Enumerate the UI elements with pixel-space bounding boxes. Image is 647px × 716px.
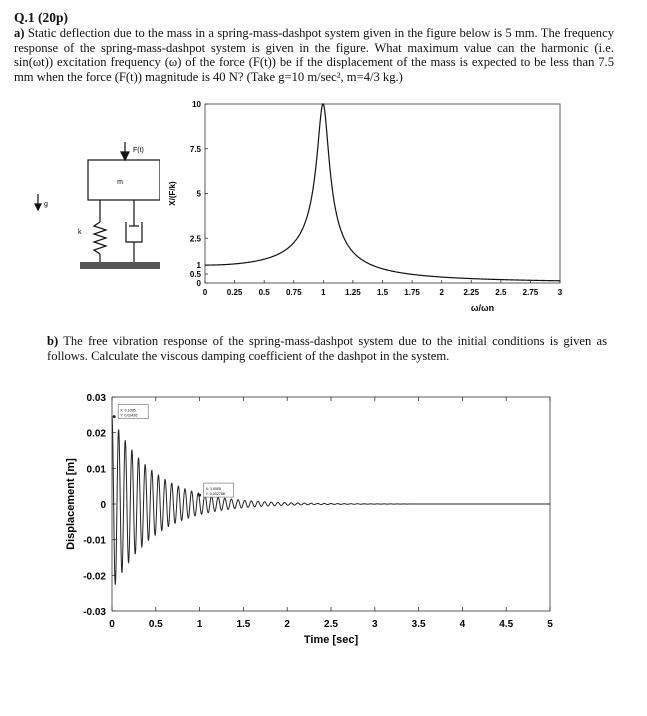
- chart2-xtick-label: 1.5: [236, 619, 251, 630]
- datatip-label: X: 1.0005: [205, 487, 221, 492]
- chart1-xlabel: ω/ωn: [470, 303, 495, 313]
- chart1-frame: [205, 104, 560, 283]
- gravity-label: g: [44, 201, 48, 208]
- chart1-ytick-label: 7.5: [189, 144, 201, 154]
- chart2-xtick-label: 2: [284, 619, 290, 630]
- chart1-ytick-label: 1: [196, 261, 201, 271]
- chart2-ytick-label: 0.02: [86, 428, 106, 440]
- chart1-xtick-label: 0.25: [226, 288, 243, 297]
- free-vibration-curve: [112, 417, 550, 585]
- chart2-xtick-label: 0.5: [148, 619, 163, 630]
- chart1-ytick-label: 2.5: [189, 234, 201, 244]
- chart2-ytick-label: -0.01: [83, 535, 106, 547]
- chart1-ytick-label: 5: [196, 189, 201, 199]
- datatip-label: Y: 0.02426: [120, 413, 138, 418]
- chart2-ylabel: Displacement [m]: [65, 458, 77, 550]
- chart1-xtick-label: 0: [202, 288, 208, 297]
- part-a-body: Static deflection due to the mass in a spring-mass-dashpot system given in the figure below is 5 mm. The frequency response of the spring-mass-dashpot system is given in the figure. What maximum value can the harmonic (i.e. sin(ωt)) excitation frequency (ω) of the force (F(t)) be if the displacement of the mass is expected to be less than 7.5 mm when the force (F(t)) magnitude is 40 N? (Take g=10 m/sec², m=4/3 kg.): [14, 26, 614, 84]
- chart2-ytick-label: 0.03: [86, 393, 106, 404]
- chart1-xtick-label: 1.5: [376, 288, 389, 297]
- chart1-xtick-label: 1.75: [404, 288, 420, 297]
- spring-icon: [94, 222, 106, 254]
- force-arrow-icon: [121, 152, 129, 160]
- chart2-ytick-label: -0.03: [83, 607, 106, 618]
- datatip-label: X: 0.1005: [120, 408, 136, 413]
- spring-label: k: [78, 229, 82, 236]
- frequency-response-curve: [205, 104, 560, 281]
- chart2-xtick-label: 2.5: [324, 619, 338, 630]
- part-b-text: [47, 334, 607, 363]
- datatip-marker: [113, 415, 116, 418]
- chart2-xtick-label: 4.5: [499, 619, 514, 630]
- chart1-xtick-label: 3: [557, 288, 563, 297]
- chart1-xtick-label: 0.5: [258, 288, 270, 297]
- part-b-label: b): [47, 334, 59, 348]
- chart1-ylabel: X/(F/k): [168, 181, 177, 206]
- chart2-ytick-label: 0.01: [86, 464, 106, 476]
- chart1-xtick-label: 0.75: [285, 288, 302, 297]
- chart2-xtick-label: 0: [109, 619, 115, 630]
- chart1-xtick-label: 2.5: [495, 288, 507, 297]
- chart1-xtick-label: 2.75: [522, 288, 539, 297]
- chart1-xtick-label: 2: [439, 288, 444, 297]
- free-vibration-chart: [60, 385, 640, 655]
- chart1-ytick-label: 0: [196, 279, 201, 288]
- mass-block: [88, 160, 160, 200]
- ground-hatch: [80, 262, 160, 269]
- chart2-xlabel: Time [sec]: [303, 634, 359, 646]
- part-a-text: [14, 26, 614, 84]
- chart2-xtick-label: 3: [372, 619, 378, 630]
- datatip-label: Y: 0.002788: [205, 492, 225, 497]
- datatip-marker: [198, 494, 201, 497]
- force-label: F(t): [133, 147, 144, 154]
- chart2-ytick-label: 0: [100, 500, 106, 511]
- chart2-xtick-label: 1: [196, 619, 203, 630]
- chart2-xtick-label: 5: [547, 619, 553, 630]
- gravity-arrow-icon: [35, 204, 41, 210]
- chart1-ytick-label: 0.5: [189, 270, 201, 280]
- chart2-xtick-label: 3.5: [411, 619, 426, 630]
- part-b-body: The free vibration response of the spring-mass-dashpot system due to the initial conditions is given as follows. Calculate the viscous damping coefficient of the dashpot in the system.: [47, 334, 608, 363]
- chart1-ytick-label: 10: [192, 100, 201, 109]
- mass-label: m: [117, 179, 123, 186]
- chart1-xtick-label: 1.25: [345, 288, 361, 297]
- chart2-xtick-label: 4: [459, 619, 466, 630]
- frequency-response-chart: [160, 98, 610, 323]
- chart1-xtick-label: 2.25: [463, 288, 480, 297]
- part-a-label: a): [14, 26, 25, 40]
- question-title: Q.1 (20p): [14, 10, 68, 25]
- chart1-xtick-label: 1: [321, 288, 326, 297]
- chart1-plot-area: [205, 104, 560, 283]
- system-diagram: [30, 130, 160, 280]
- chart2-ytick-label: -0.02: [83, 571, 106, 583]
